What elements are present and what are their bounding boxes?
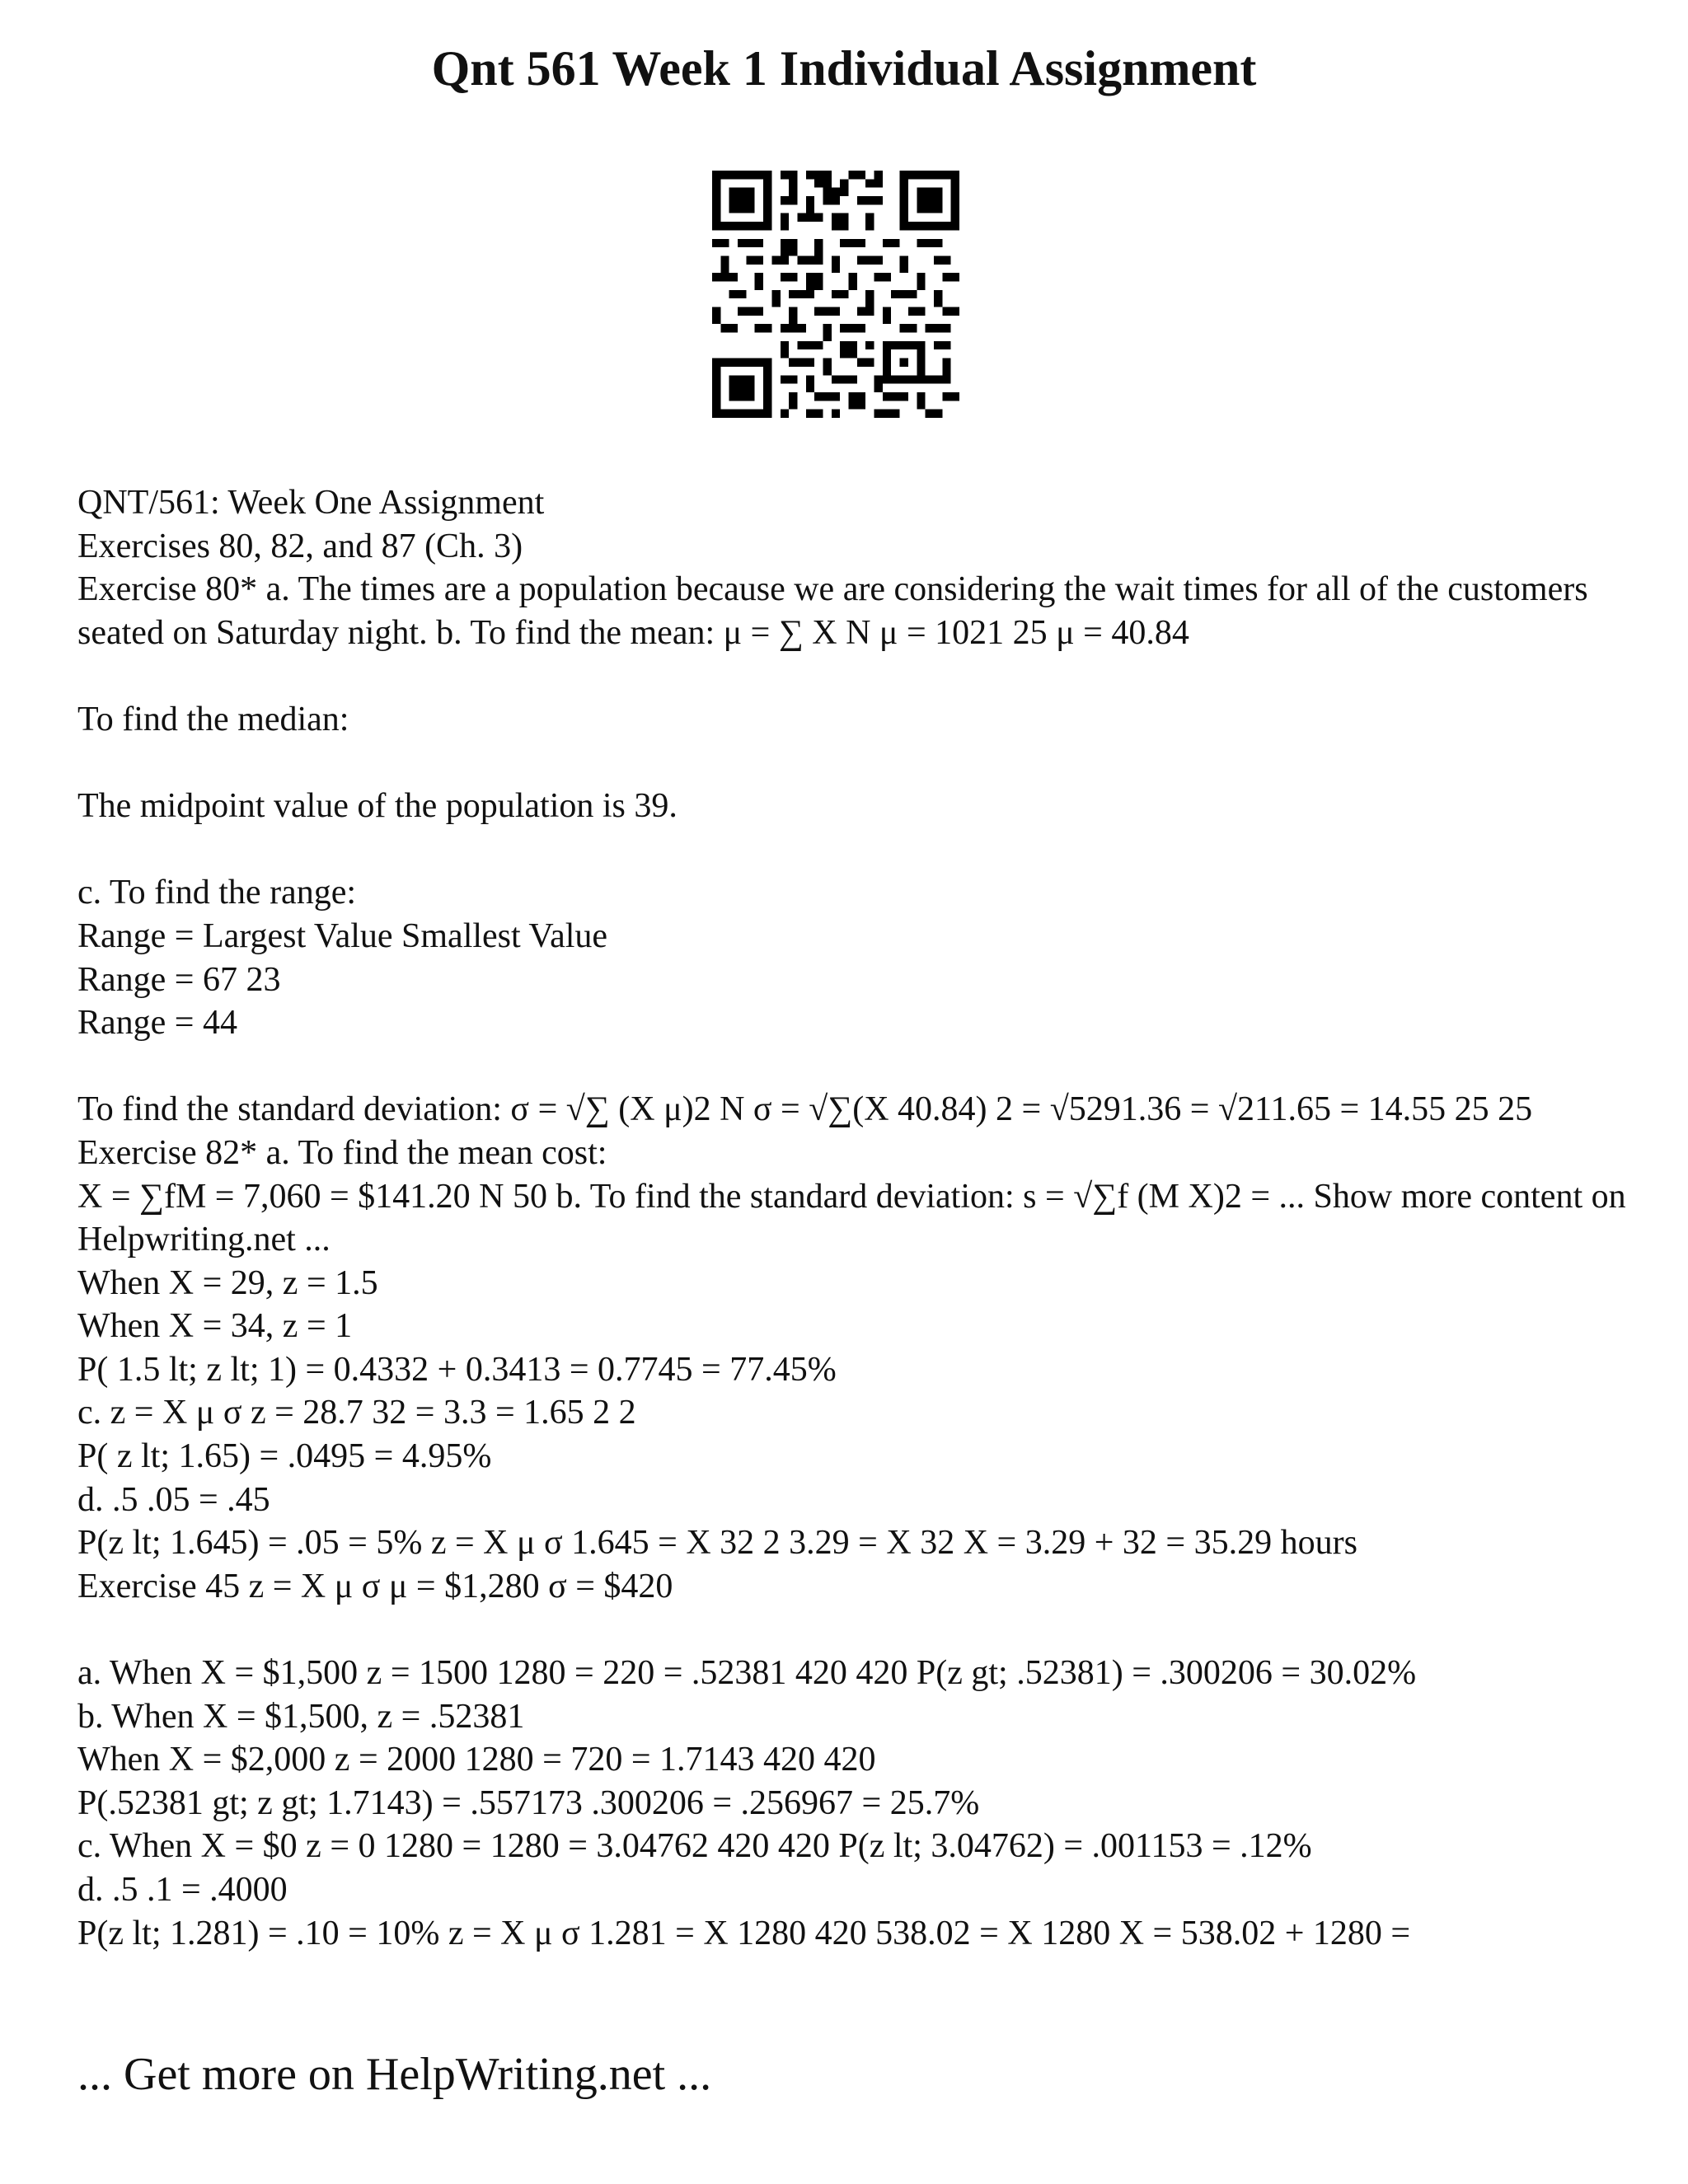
body-line: Exercise 82* a. To find the mean cost:: [77, 1133, 607, 1172]
body-line: When X = $2,000 z = 2000 1280 = 720 = 1.7143 420 420: [77, 1741, 876, 1779]
body-line: When X = 29, z = 1.5: [77, 1263, 378, 1302]
body-line: Exercises 80, 82, and 87 (Ch. 3): [77, 527, 523, 565]
body-line: To find the median:: [77, 700, 349, 738]
body-line: P( z lt; 1.65) = .0495 = 4.95%: [77, 1437, 492, 1476]
body-line: When X = 34, z = 1: [77, 1307, 353, 1346]
body-line: Exercise 80* a. The times are a population because we are considering the wait times for all of the customers seated on Saturday night. b. To find the mean: μ = ∑ X N μ = 1021 25 μ = 40.84: [77, 570, 1588, 652]
body-line: X = ∑fM = 7,060 = $141.20 N 50 b. To find the standard deviation: s = √∑f (M X)2 = ... Show more content on Helpwriting.net ...: [77, 1177, 1626, 1259]
body-line: Range = 44: [77, 1004, 237, 1043]
body-line: c. When X = $0 z = 0 1280 = 1280 = 3.04762 420 420 P(z lt; 3.04762) = .001153 = .12%: [77, 1827, 1312, 1866]
body-line: c. z = X μ σ z = 28.7 32 = 3.3 = 1.65 2 2: [77, 1394, 636, 1432]
body-line: b. When X = $1,500, z = .52381: [77, 1697, 525, 1736]
document-title: Qnt 561 Week 1 Individual Assignment: [431, 41, 1257, 96]
assignment-body: [77, 481, 1627, 1955]
body-line: To find the standard deviation: σ = √∑ (X μ)2 N σ = √∑(X 40.84) 2 = √5291.36 = √211.65 = 14.55 25 25: [77, 1090, 1533, 1129]
body-line: a. When X = $1,500 z = 1500 1280 = 220 = .52381 420 420 P(z gt; .52381) = .300206 = 30.02%: [77, 1654, 1417, 1693]
body-line: c. To find the range:: [77, 874, 357, 912]
body-line: P(z lt; 1.281) = .10 = 10% z = X μ σ 1.281 = X 1280 420 538.02 = X 1280 X = 538.02 + 1280 =: [77, 1914, 1411, 1952]
body-line: d. .5 .1 = .4000: [77, 1871, 288, 1909]
body-line: Range = Largest Value Smallest Value: [77, 916, 608, 955]
body-line: QNT/561: Week One Assignment: [77, 484, 545, 522]
qr-code-icon: [712, 171, 959, 418]
body-line: Exercise 45 z = X μ σ μ = $1,280 σ = $420: [77, 1567, 673, 1605]
body-line: The midpoint value of the population is 39.: [77, 787, 678, 826]
get-more-link[interactable]: ... Get more on HelpWriting.net ...: [77, 2049, 712, 2100]
body-line: P(z lt; 1.645) = .05 = 5% z = X μ σ 1.645 = X 32 2 3.29 = X 32 X = 3.29 + 32 = 35.29 hours: [77, 1524, 1357, 1563]
body-line: P(.52381 gt; z gt; 1.7143) = .557173 .300206 = .256967 = 25.7%: [77, 1783, 980, 1822]
body-line: P( 1.5 lt; z lt; 1) = 0.4332 + 0.3413 = 0.7745 = 77.45%: [77, 1350, 837, 1389]
body-line: d. .5 .05 = .45: [77, 1480, 270, 1519]
body-line: Range = 67 23: [77, 960, 281, 999]
